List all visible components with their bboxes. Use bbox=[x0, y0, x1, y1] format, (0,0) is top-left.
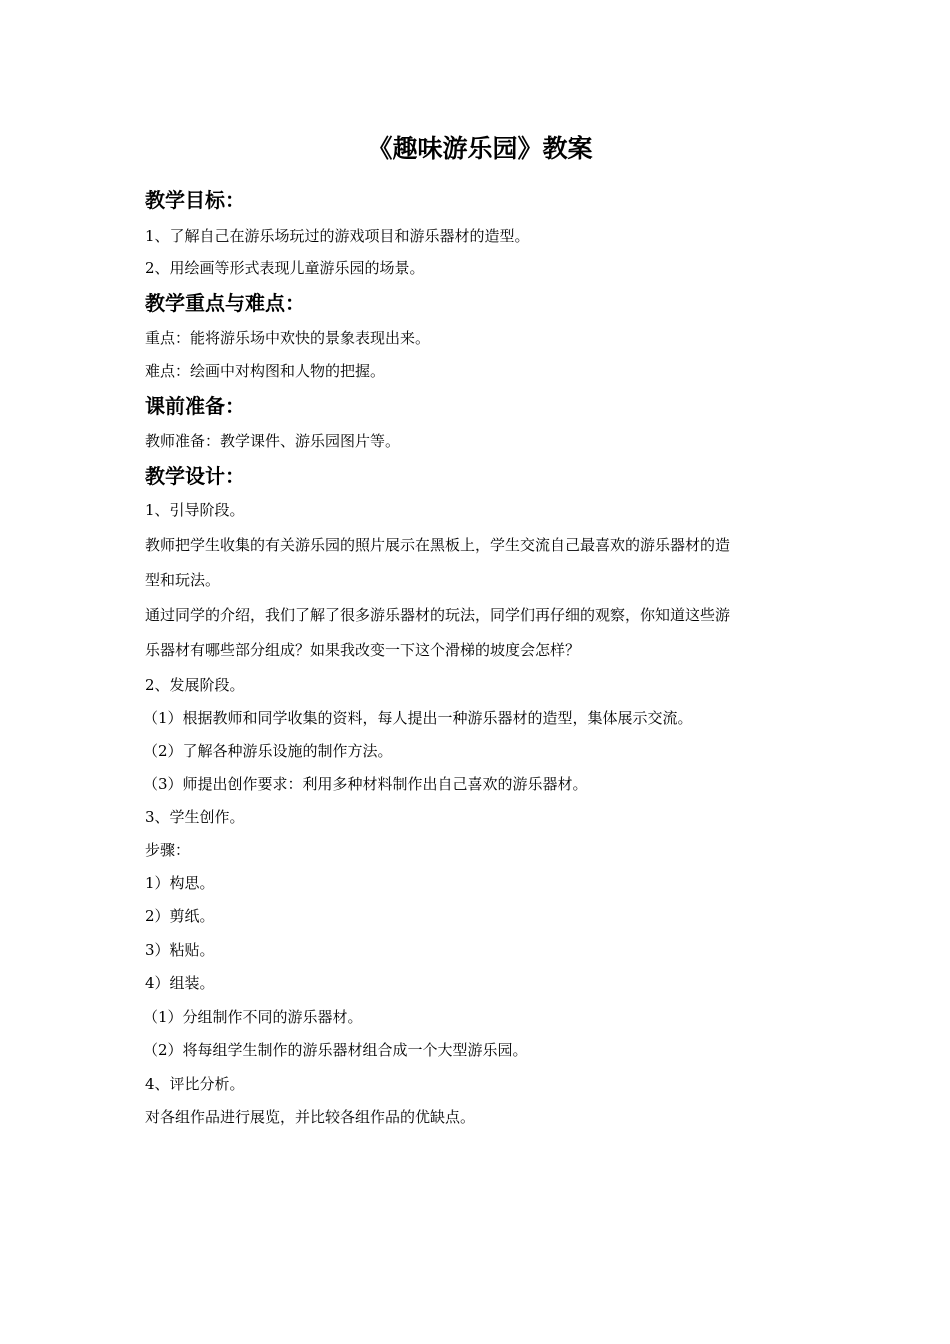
design-item: 1、引导阶段。 bbox=[145, 501, 245, 519]
design-item: （3）师提出创作要求：利用多种材料制作出自己喜欢的游乐器材。 bbox=[143, 775, 588, 793]
key-point-item: 重点：能将游乐场中欢快的景象表现出来。 bbox=[145, 329, 431, 347]
document-title: 《趣味游乐园》教案 bbox=[367, 134, 593, 163]
design-item: 通过同学的介绍，我们了解了很多游乐器材的玩法，同学们再仔细的观察，你知道这些游 bbox=[145, 606, 731, 624]
design-item: 教师把学生收集的有关游乐园的照片展示在黑板上，学生交流自己最喜欢的游乐器材的造 bbox=[145, 536, 731, 554]
heading-objectives: 教学目标： bbox=[145, 188, 245, 212]
design-item: （2）了解各种游乐设施的制作方法。 bbox=[143, 742, 393, 760]
design-item: （1）根据教师和同学收集的资料，每人提出一种游乐器材的造型，集体展示交流。 bbox=[143, 709, 693, 727]
design-item: 步骤： bbox=[145, 841, 191, 859]
objective-item: 2、用绘画等形式表现儿童游乐园的场景。 bbox=[145, 259, 425, 277]
key-point-item: 难点：绘画中对构图和人物的把握。 bbox=[145, 362, 386, 380]
design-item: 2）剪纸。 bbox=[145, 907, 215, 925]
heading-preparation: 课前准备： bbox=[145, 394, 245, 418]
design-item: 型和玩法。 bbox=[145, 571, 221, 589]
heading-design: 教学设计： bbox=[145, 464, 245, 488]
design-item: （1）分组制作不同的游乐器材。 bbox=[143, 1008, 363, 1026]
design-item: 乐器材有哪些部分组成？如果我改变一下这个滑梯的坡度会怎样？ bbox=[145, 641, 581, 659]
objective-item: 1、了解自己在游乐场玩过的游戏项目和游乐器材的造型。 bbox=[145, 227, 530, 245]
design-item: 2、发展阶段。 bbox=[145, 676, 245, 694]
design-item: 4）组装。 bbox=[145, 974, 215, 992]
design-item: 对各组作品进行展览，并比较各组作品的优缺点。 bbox=[145, 1108, 476, 1126]
heading-key-points: 教学重点与难点： bbox=[145, 291, 305, 315]
design-item: 4、评比分析。 bbox=[145, 1075, 245, 1093]
design-item: 3、学生创作。 bbox=[145, 808, 245, 826]
design-item: 3）粘贴。 bbox=[145, 941, 215, 959]
design-item: （2）将每组学生制作的游乐器材组合成一个大型游乐园。 bbox=[143, 1041, 528, 1059]
preparation-item: 教师准备：教学课件、游乐园图片等。 bbox=[145, 432, 401, 450]
design-item: 1）构思。 bbox=[145, 874, 215, 892]
